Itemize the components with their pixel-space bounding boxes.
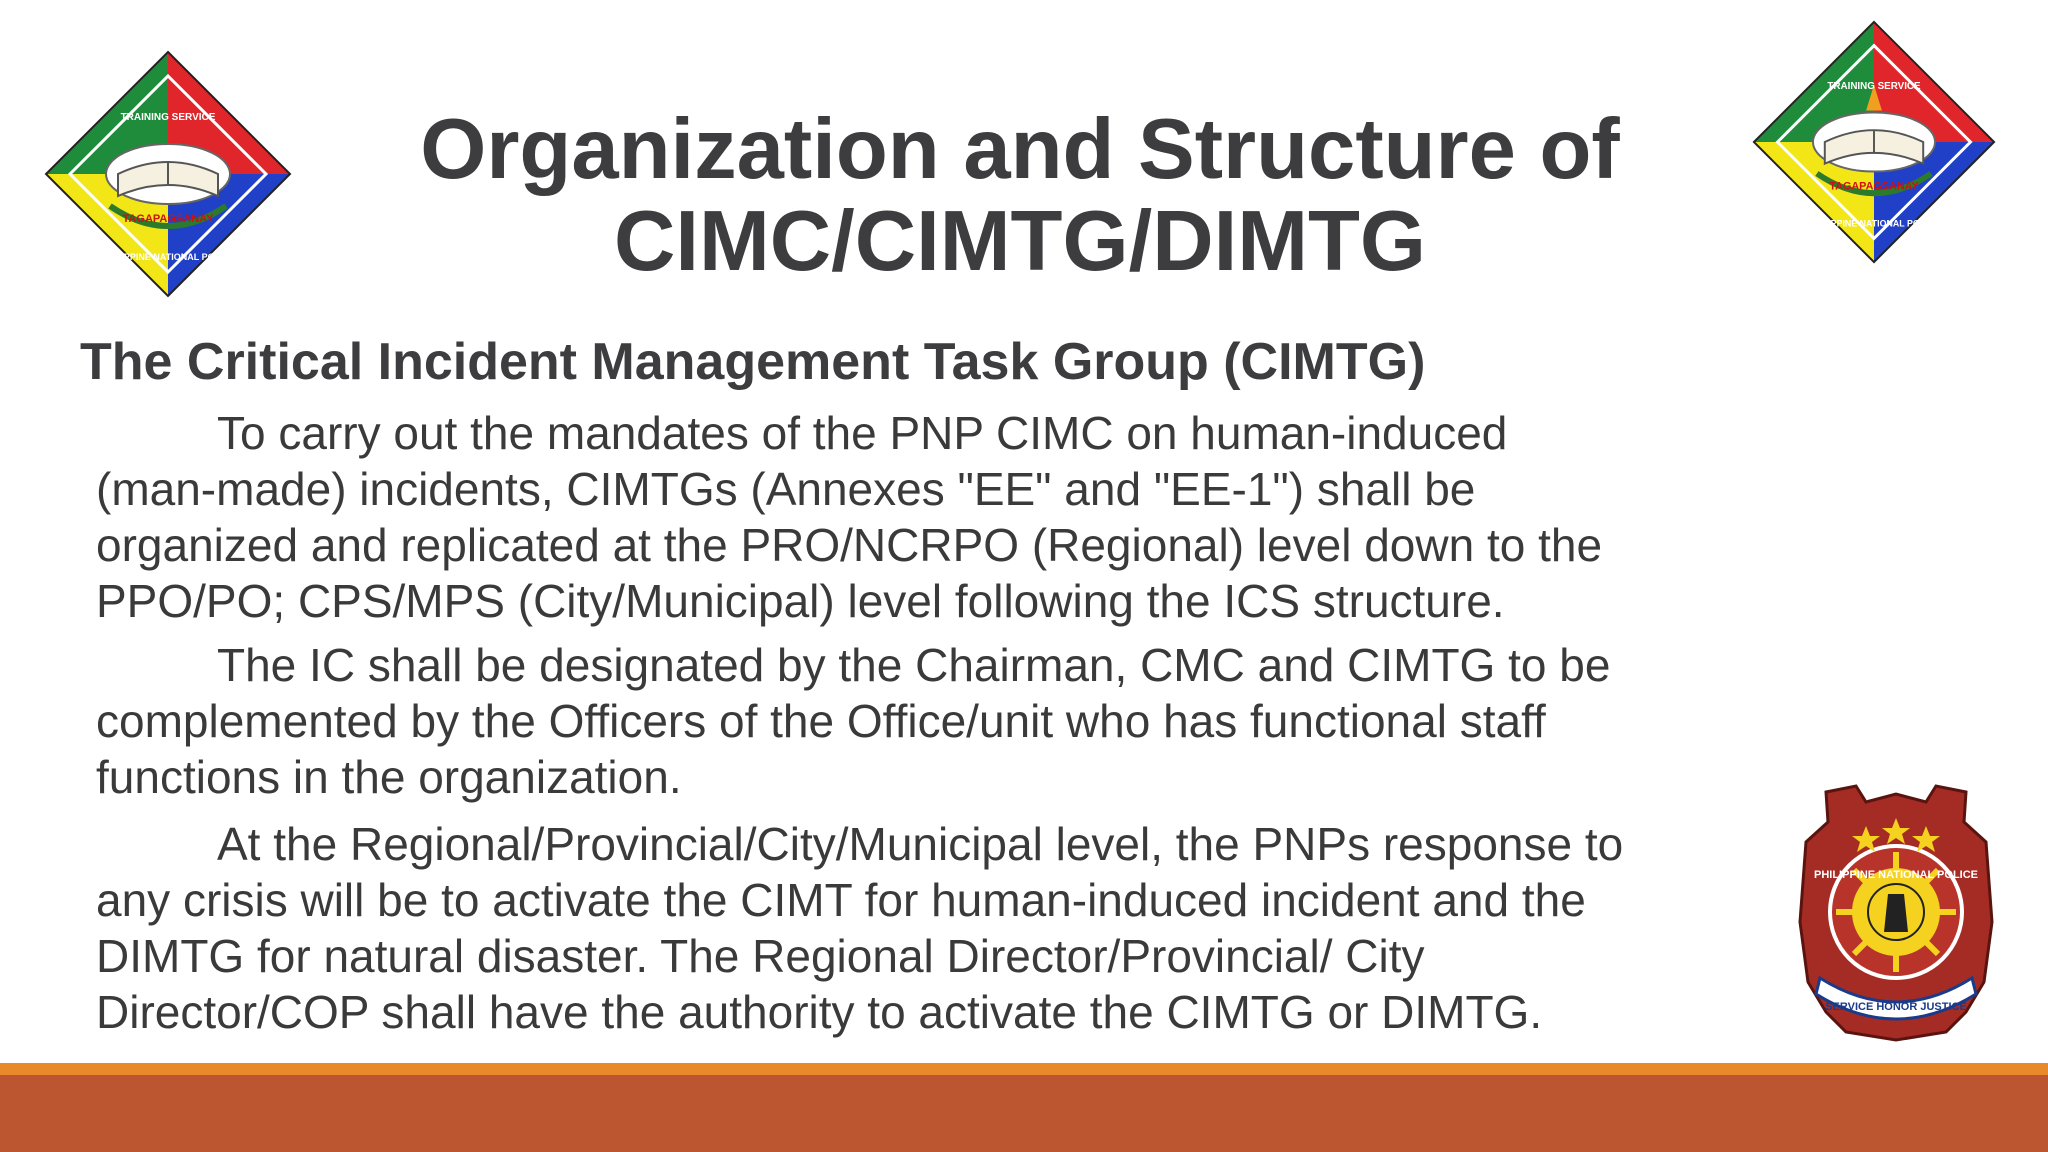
paragraph-line: any crisis will be to activate the CIMT for human-induced incident and the (96, 874, 1586, 926)
paragraph-line: complemented by the Officers of the Office/unit who has functional staff (96, 695, 1546, 747)
paragraph-line: Director/COP shall have the authority to activate the CIMTG or DIMTG. (96, 986, 1543, 1038)
training-service-logo-left (40, 46, 296, 302)
paragraph-line: The IC shall be designated by the Chairman, CMC and CIMTG to be (217, 639, 1611, 691)
footer-accent-stripe (0, 1063, 2048, 1075)
training-service-logo-right (1748, 16, 2000, 268)
paragraph-line: DIMTG for natural disaster. The Regional Director/Provincial/ City (96, 930, 1425, 982)
training-logo-bottom-text: PHILIPPINE NATIONAL POLICE (100, 252, 236, 262)
training-logo-banner-text: TAGAPAGSANAY (1829, 180, 1919, 193)
paragraph-2 (96, 637, 1796, 805)
slide-title (320, 104, 1720, 288)
training-logo-top-text: TRAINING SERVICE (1827, 80, 1921, 92)
pnp-seal-motto-text: SERVICE HONOR JUSTICE (1825, 1001, 1967, 1013)
footer-bar (0, 1075, 2048, 1152)
pnp-seal-arc-text: PHILIPPINE NATIONAL POLICE (1814, 869, 1978, 881)
paragraph-line: functions in the organization. (96, 751, 682, 803)
paragraph-3 (96, 816, 1796, 1040)
paragraph-line: At the Regional/Provincial/City/Municipal level, the PNPs response to (217, 818, 1624, 870)
section-heading: The Critical Incident Management Task Group (CIMTG) (80, 333, 1426, 391)
paragraph-line: organized and replicated at the PRO/NCRPO (Regional) level down to the (96, 519, 1603, 571)
training-logo-top-text: TRAINING SERVICE (120, 112, 216, 123)
slide-title-line-1: Organization and Structure of (420, 102, 1620, 197)
paragraph-line: (man-made) incidents, CIMTGs (Annexes "EE" and "EE-1") shall be (96, 463, 1476, 515)
pnp-seal-logo (1796, 782, 1996, 1044)
training-logo-bottom-text: PHILIPPINE NATIONAL POLICE (1808, 218, 1940, 229)
paragraph-line: PPO/PO; CPS/MPS (City/Municipal) level following the ICS structure. (96, 575, 1505, 627)
paragraph-1 (96, 405, 1796, 629)
training-logo-banner-text: TAGAPAGSANAY (122, 213, 214, 225)
paragraph-line: To carry out the mandates of the PNP CIMC on human-induced (217, 407, 1508, 459)
slide-title-line-2: CIMC/CIMTG/DIMTG (613, 194, 1427, 289)
